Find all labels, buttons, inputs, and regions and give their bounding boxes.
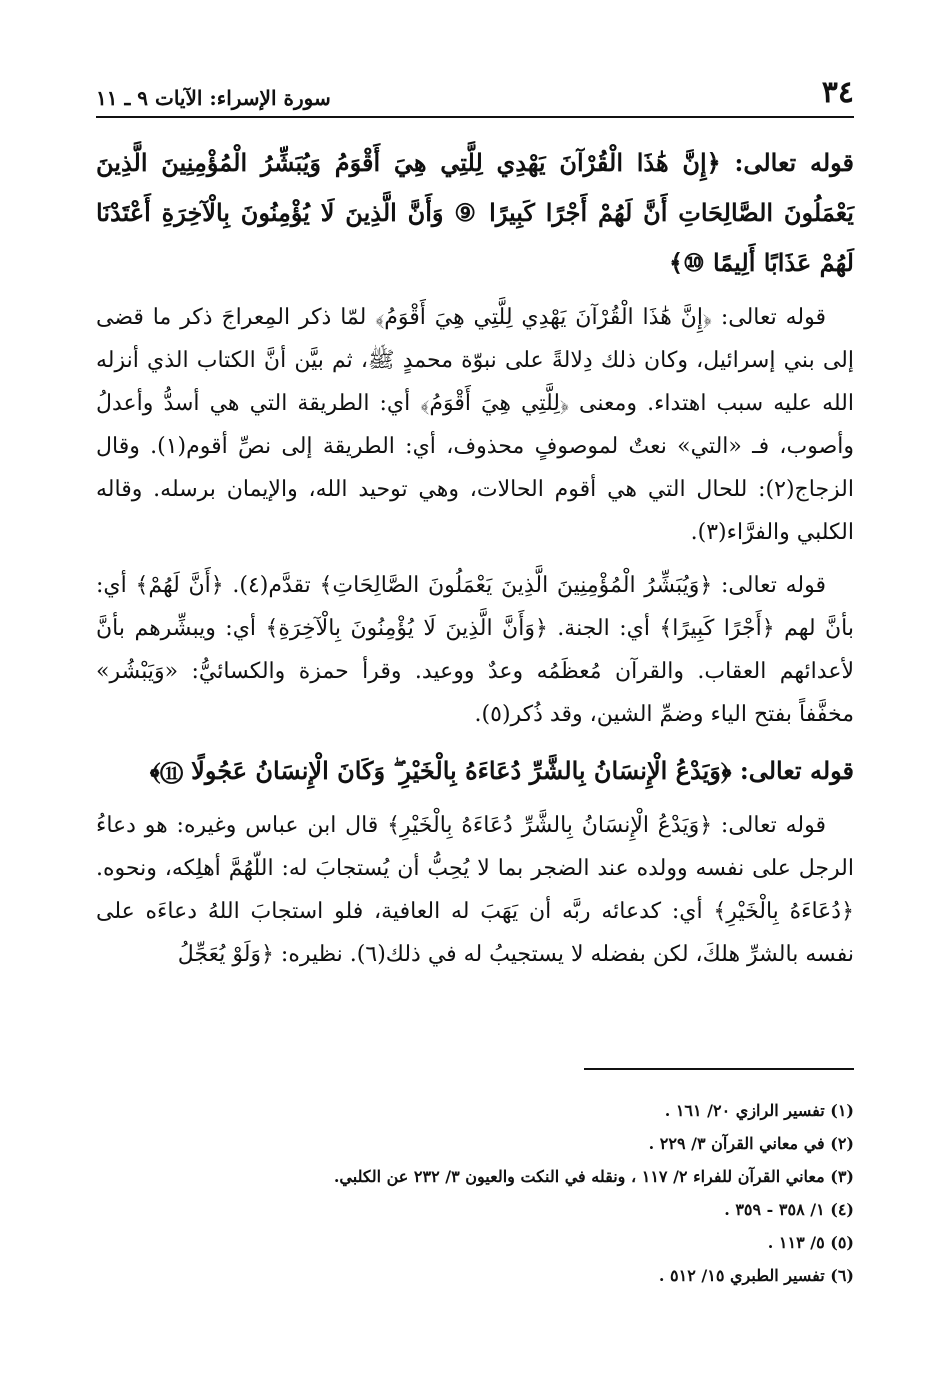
page-header [96,66,854,118]
footnotes [96,1094,854,1292]
footnote-5: (٥) ٥/ ١١٣ . [767,1233,854,1252]
footnote-1: (١) تفسير الرازي ٢٠/ ١٦١ . [664,1101,854,1120]
verse-lead-1: قوله تعالى: [734,148,855,177]
commentary-paragraph-1: قوله تعالى: ﴿إِنَّ هَٰذَا الْقُرْآنَ يَهْدِي لِلَّتِي هِيَ أَقْوَمُ﴾ لمّا ذكر المِعراجَ ذكر ما قضى إلى بني إسرائيل، وكان ذلك دِلالةً على نبوّة محمدٍ ﷺ، ثم بيَّن أنَّ الكتاب الذي أنزله الله عليه سبب اهتداء. ومعنى ﴿لِلَّتِي هِيَ أَقْوَمُ﴾ أي: الطريقة التي هي أسدُّ وأعدلُ وأصوب، فـ «التي» نعتٌ لموصوفٍ محذوف، أي: الطريقة إلى نصِّ أقوم(١). وقال الزجاج(٢): للحال التي هي أقوم الحالات، وهي توحيد الله، والإيمان برسله. وقاله الكلبي والفرَّاء(٣). [96,305,854,545]
footnote-3: (٣) معاني القرآن للفراء ٢/ ١١٧ ، ونقله في النكت والعيون ٣/ ٢٣٢ عن الكلبي. [333,1167,854,1186]
commentary-paragraph-2: قوله تعالى: ﴿وَيُبَشِّرُ الْمُؤْمِنِينَ الَّذِينَ يَعْمَلُونَ الصَّالِحَاتِ﴾ تقدَّم(٤). ﴿أَنَّ لَهُمْ﴾ أي: بأنَّ لهم ﴿أَجْرًا كَبِيرًا﴾ أي: الجنة. ﴿وَأَنَّ الَّذِينَ لَا يُؤْمِنُونَ بِالْآخِرَةِ﴾ أي: ويبشِّرهم بأنَّ لأعدائهم العقاب. والقرآن مُعظَمُه وعدٌ ووعيد. وقرأ حمزة والكسائيُّ: «وَيَبْشُر» مخفَّفاً بفتح الياء وضمِّ الشين، وقد ذُكر(٥). [96,573,854,727]
verse-text-1: ﴿إِنَّ هَٰذَا الْقُرْآنَ يَهْدِي لِلَّتِي هِيَ أَقْوَمُ وَيُبَشِّرُ الْمُؤْمِنِينَ الَّذِينَ يَعْمَلُونَ الصَّالِحَاتِ أَنَّ لَهُمْ أَجْرًا كَبِيرًا ⑨ وَأَنَّ الَّذِينَ لَا يُؤْمِنُونَ بِالْآخِرَةِ أَعْتَدْنَا لَهُمْ عَذَابًا أَلِيمًا ⑩﴾ [96,148,854,277]
verse-lead-2: قوله تعالى: [739,756,854,785]
page-number: ٣٤ [821,75,854,110]
verse-text-2: ﴿وَيَدْعُ الْإِنسَانُ بِالشَّرِّ دُعَاءَهُ بِالْخَيْرِ ۖ وَكَانَ الْإِنسَانُ عَجُولًا ⑪﴾ [149,756,732,785]
commentary-paragraph-3: قوله تعالى: ﴿وَيَدْعُ الْإِنسَانُ بِالشَّرِّ دُعَاءَهُ بِالْخَيْرِ﴾ قال ابن عباس وغيره: هو دعاءُ الرجل على نفسه وولده عند الضجر بما لا يُحِبُّ أن يُستجابَ له: اللّهُمَّ أهلِكه، ونحوه. ﴿دُعَاءَهُ بِالْخَيْرِ﴾ أي: كدعائه ربَّه أن يَهَبَ له العافية، فلو استجابَ اللهُ دعاءَه على نفسه بالشرِّ هلكَ، لكن بفضله لا يستجيبُ له في ذلك(٦). نظيره: ﴿وَلَوْ يُعَجِّلُ [96,813,854,967]
footnote-4: (٤) ١/ ٣٥٨ - ٣٥٩ . [724,1200,854,1219]
running-title: سورة الإسراء: الآيات ٩ ـ ١١ [96,86,331,110]
footnote-2: (٢) في معاني القرآن ٣/ ٢٢٩ . [648,1134,854,1153]
footnote-6: (٦) تفسير الطبري ١٥/ ٥١٢ . [658,1266,854,1285]
footnote-separator [584,1068,854,1070]
verse-block-1 [96,138,854,288]
page-body [96,138,854,986]
verse-block-2 [96,746,854,796]
